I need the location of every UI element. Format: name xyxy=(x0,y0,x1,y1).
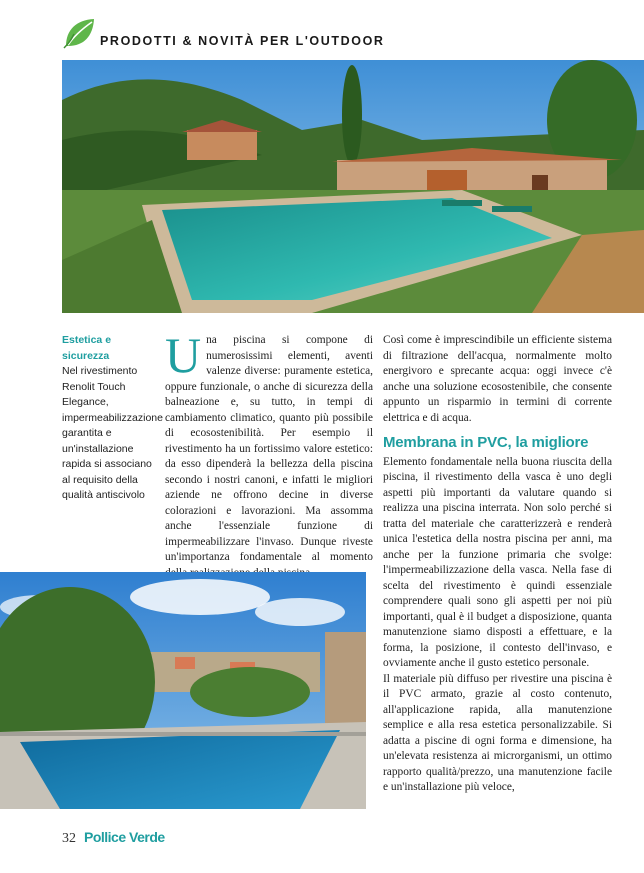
caption-title: Estetica e sicurezza xyxy=(62,334,112,362)
infinity-pool-photo xyxy=(0,572,366,809)
article-column-middle xyxy=(165,327,373,581)
article-subheading: Membrana in PVC, la migliore xyxy=(383,434,589,451)
caption-body: Nel rivestimento Renolit Touch Elegance, impermeabilizzazione garantita e un'installazione rapida si associano al requisito della qualità antiscivolo xyxy=(62,365,163,501)
article-paragraph-4: Il materiale più diffuso per rivestire una piscina è il PVC armato, grazie al costo contenuto, all'applicazione rapida, alla manutenzione semplice e alla resa estetica personalizzabile. Si adatta a piscine di ogni forma e dimensione, ha un'elevata resistenza ai microrganismi, un ottimo rapporto qualità/prezzo, una manutenzione facile e un'installazione più veloce, xyxy=(383,672,612,793)
magazine-logo: Pollice Verde xyxy=(84,829,165,845)
leaf-icon xyxy=(62,16,98,50)
section-title: PRODOTTI & NOVITÀ PER L'OUTDOOR xyxy=(100,34,385,48)
article-paragraph-2: Così come è imprescindibile un efficiente sistema di filtrazione dell'acqua, normalmente molto energivoro e sprecante acqua: oggi invece c'è anche una soluzione ecosostenibile, che consente appunto un risparmio in termini di corrente elettrica e di acqua. xyxy=(383,334,612,424)
article-paragraph-3: Elemento fondamentale nella buona riuscita della piscina, il rivestimento della vasca è uno degli aspetti più importanti da valutare quando si realizza una piscina interrata. Non solo perché si tratta del materiale che caratterizzerà e renderà unica l'estetica della nostra piscina per anni, ma anche per la funzione primaria che svolge: l'impermeabilizzazione della vasca. Nella fase di scelta del rivestimento è quindi essenziale comprendere quali sono gli aspetti per noi più importanti, qual è il budget a disposizione, quanta manutenzione siamo disposti a effettuare, e la forma, la posizione, il contesto dell'invaso, e ovviamente anche il gusto estetico personale. xyxy=(383,455,612,669)
article-column-right xyxy=(383,333,612,796)
page-footer xyxy=(62,829,165,847)
villa-pool-photo xyxy=(62,60,644,313)
drop-cap: U xyxy=(165,327,202,383)
page-number: 32 xyxy=(62,831,76,846)
photo-caption xyxy=(62,333,163,504)
article-paragraph-1: na piscina si compone di numerosissimi elementi, aventi valenze diverse: puramente estetica, oppure funzionale, o anche di sicurezza della balneazione e, su tutto, in tempi di cambiamento climatico, quanto più possibile di ecosostenibilità. Per esempio il rivestimento ha un fortissimo valore estetico: da esso dipenderà la bellezza della piscina secondo i nostri canoni, e infatti le migliori aziende ne offrono decine in diverse colorazioni e lavorazioni. Ma assomma anche l'essenziale funzione di impermeabilizzare l'invaso. Dunque riveste un'importanza fondamentale al momento xyxy=(165,334,373,563)
